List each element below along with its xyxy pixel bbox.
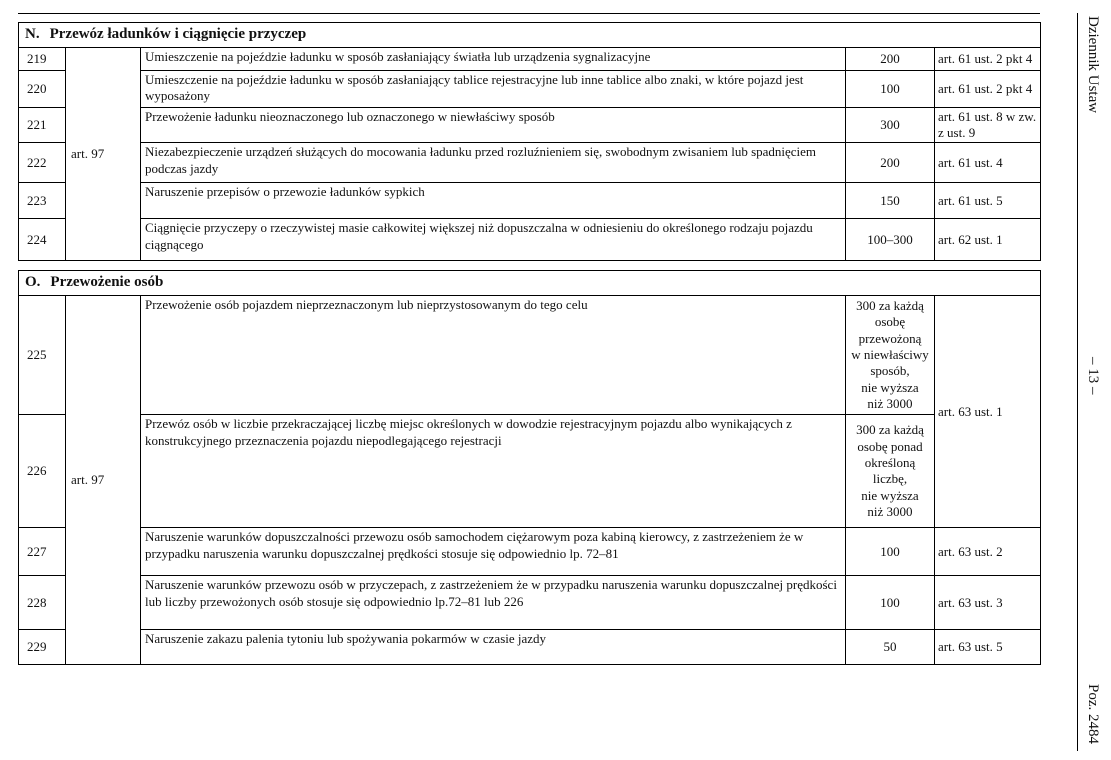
fine-amount: 200 (846, 47, 935, 70)
fine-amount: 300 (846, 107, 935, 143)
table-row (19, 70, 1041, 107)
violations-table-area (18, 22, 1040, 665)
row-number-cell: 229 (19, 630, 66, 665)
top-horizontal-rule (18, 13, 1040, 14)
table-row (19, 219, 1041, 261)
margin-vertical-rule (1077, 13, 1078, 751)
legal-basis: art. 62 ust. 1 (935, 219, 1041, 261)
row-number-cell: 224 (19, 219, 66, 261)
violation-description: Naruszenie warunków przewozu osób w przyczepach, z zastrzeżeniem że w przypadku naruszenia warunku dopuszczalnej prędkości lub liczby przewożonych osób stosuje się odpowiednio lp.72–81 lub 226 (141, 576, 846, 630)
row-number-cell: 220 (19, 70, 66, 107)
table-row (19, 630, 1041, 665)
legal-basis: art. 61 ust. 4 (935, 143, 1041, 183)
margin-publication-title: Dziennik Ustaw (1085, 16, 1101, 114)
fine-amount: 200 (846, 143, 935, 183)
fine-amount: 150 (846, 183, 935, 219)
table-row (19, 528, 1041, 576)
fine-amount: 300 za każdą osobę przewożoną w niewłaściwy sposób, nie wyższa niż 3000 (846, 296, 935, 415)
legal-basis: art. 61 ust. 5 (935, 183, 1041, 219)
section-o-header (19, 271, 1041, 296)
row-number-cell: 226 (19, 415, 66, 528)
violation-description: Przewożenie osób pojazdem nieprzeznaczonym lub nieprzystosowanym do tego celu (141, 296, 846, 415)
section-letter: O. (25, 274, 41, 291)
row-number-cell: 221 (19, 107, 66, 143)
legal-basis: art. 61 ust. 8 w zw. z ust. 9 (935, 107, 1041, 143)
margin-position-number: Poz. 2484 (1085, 684, 1101, 744)
table-row (19, 47, 1041, 70)
fine-amount: 100–300 (846, 219, 935, 261)
table-row (19, 183, 1041, 219)
row-number-cell: 227 (19, 528, 66, 576)
table-row (19, 143, 1041, 183)
violation-description: Naruszenie przepisów o przewozie ładunków sypkich (141, 183, 846, 219)
row-number-cell: 222 (19, 143, 66, 183)
legal-basis: art. 61 ust. 2 pkt 4 (935, 70, 1041, 107)
section-o-table (18, 270, 1041, 665)
table-row (19, 415, 1041, 528)
violation-description: Naruszenie zakazu palenia tytoniu lub spożywania pokarmów w czasie jazdy (141, 630, 846, 665)
fine-amount: 100 (846, 576, 935, 630)
violation-description: Ciągnięcie przyczepy o rzeczywistej masie całkowitej większej niż dopuszczalna w odniesieniu do określonego rodzaju pojazdu ciągnącego (141, 219, 846, 261)
legal-basis: art. 63 ust. 5 (935, 630, 1041, 665)
violation-description: Umieszczenie na pojeździe ładunku w sposób zasłaniający tablice rejestracyjne lub inne tablice albo znaki, w które pojazd jest wyposażony (141, 70, 846, 107)
section-title: Przewożenie osób (50, 274, 164, 291)
table-row (19, 296, 1041, 415)
legal-basis: art. 63 ust. 3 (935, 576, 1041, 630)
violation-description: Przewóz osób w liczbie przekraczającej liczbę miejsc określonych w dowodzie rejestracyjnym pojazdu albo wynikających z konstrukcyjnego przeznaczenia pojazdu niepodlegającego rejestracji (141, 415, 846, 528)
row-number-cell: 228 (19, 576, 66, 630)
margin-page-number: – 13 – (1085, 357, 1101, 395)
fine-amount: 100 (846, 70, 935, 107)
table-row (19, 576, 1041, 630)
table-row (19, 107, 1041, 143)
section-n-table (18, 22, 1041, 261)
row-number-cell: 225 (19, 296, 66, 415)
legal-basis: art. 61 ust. 2 pkt 4 (935, 47, 1041, 70)
fine-amount: 100 (846, 528, 935, 576)
violation-description: Umieszczenie na pojeździe ładunku w sposób zasłaniający światła lub urządzenia sygnalizacyjne (141, 47, 846, 70)
violation-description: Naruszenie warunków dopuszczalności przewozu osób samochodem ciężarowym poza kabiną kierowcy, z zastrzeżeniem że w przypadku naruszenia warunku dopuszczalnej prędkości stosuje się odpowiednio lp. 72–81 (141, 528, 846, 576)
row-number-cell: 219 (19, 47, 66, 70)
row-number-cell: 223 (19, 183, 66, 219)
section-title: Przewóz ładunków i ciągnięcie przyczep (49, 26, 307, 42)
legal-basis: art. 63 ust. 2 (935, 528, 1041, 576)
fine-amount: 50 (846, 630, 935, 665)
article-group-cell: art. 97 (66, 296, 141, 665)
section-n-header (19, 23, 1041, 48)
legal-basis: art. 63 ust. 1 (935, 296, 1041, 528)
violation-description: Przewożenie ładunku nieoznaczonego lub oznaczonego w niewłaściwy sposób (141, 107, 846, 143)
article-group-cell: art. 97 (66, 47, 141, 261)
section-letter: N. (25, 26, 40, 42)
violation-description: Niezabezpieczenie urządzeń służących do mocowania ładunku przed rozluźnieniem się, swobodnym zwisaniem lub spadnięciem podczas jazdy (141, 143, 846, 183)
fine-amount: 300 za każdą osobę ponad określoną liczbę, nie wyższa niż 3000 (846, 415, 935, 528)
